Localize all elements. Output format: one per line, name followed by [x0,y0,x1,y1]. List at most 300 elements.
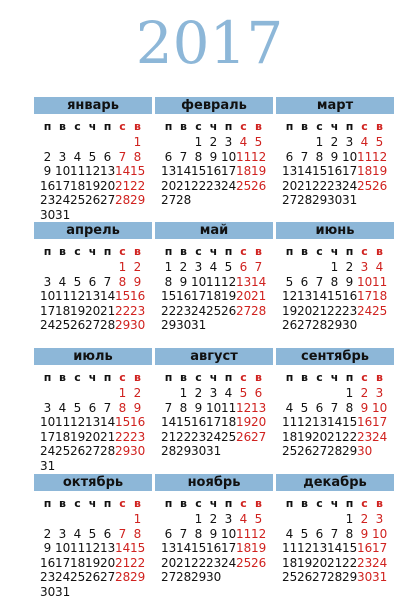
day-cell: 9 [209,149,218,164]
weekday-label: ч [209,371,218,384]
day-cell: 16 [130,415,146,429]
day-cell: 19 [251,541,267,555]
week-row [155,179,273,194]
weekday-label: в [180,120,187,133]
weekday-label: п [224,497,233,510]
weekday-label: с [361,120,368,133]
week-row [276,512,394,527]
day-cell: 20 [161,178,177,193]
day-cell: 11 [372,274,388,289]
month-block [155,348,273,459]
weekday-label: с [240,245,247,258]
day-cell: 2 [179,260,188,274]
weekday-label: в [59,371,66,384]
weekday-label: в [59,120,66,133]
day-cell: 31 [206,444,222,458]
day-cell: 29 [130,570,146,584]
empty-cell [221,570,236,585]
day-cell: 13 [312,415,328,429]
day-cell: 17 [372,415,388,429]
day-cell: 9 [43,541,52,555]
empty-cell [236,193,251,208]
empty-cell [70,260,85,275]
day-cell: 17 [221,541,237,555]
day-cell: 14 [100,415,116,429]
day-cell: 13 [161,541,177,555]
day-cell: 20 [100,178,116,193]
empty-cell [251,193,266,208]
day-cell: 13 [100,164,116,178]
day-cell: 4 [58,400,67,415]
month-name: май [155,222,273,239]
day-cell: 12 [85,164,101,178]
day-cell: 20 [312,429,328,444]
empty-cell [236,570,251,585]
day-cell: 17 [221,164,237,178]
day-cell: 19 [70,429,86,444]
weekday-label: в [134,497,141,510]
day-cell: 4 [73,526,82,541]
day-cell: 23 [327,178,343,193]
week-row [155,260,273,275]
empty-cell [85,208,100,223]
day-cell: 7 [300,149,309,164]
day-cell: 31 [55,207,71,222]
day-cell: 13 [282,164,298,178]
day-cell: 27 [85,444,101,458]
empty-cell [100,260,115,275]
day-cell: 11 [55,415,71,429]
week-row [34,150,152,165]
month-block [276,222,394,333]
week-row [276,164,394,179]
week-row [34,208,152,223]
week-row [276,304,394,319]
weekday-label: в [301,120,308,133]
weekday-label: ч [88,497,97,510]
weekday-label: п [103,120,112,133]
empty-cell [206,193,221,208]
day-cell: 21 [327,429,343,444]
day-cell: 6 [239,260,248,274]
empty-cell [55,512,70,527]
weekday-label: п [43,497,52,510]
day-cell: 27 [251,429,267,444]
empty-cell [312,260,327,275]
empty-cell [40,512,55,527]
day-cell: 12 [221,274,237,289]
day-cell: 18 [236,541,252,555]
day-cell: 4 [224,386,233,400]
day-cell: 25 [357,178,373,193]
day-cell: 24 [55,570,71,584]
week-row [276,135,394,150]
day-cell: 25 [372,303,388,318]
weekday-label: в [134,245,141,258]
empty-cell [55,459,70,474]
day-cell: 20 [297,303,313,318]
day-cell: 24 [40,444,56,458]
day-cell: 3 [58,526,67,541]
day-cell: 12 [251,149,267,164]
day-cell: 12 [282,289,298,303]
day-cell: 24 [342,178,358,193]
empty-cell [130,208,145,223]
day-cell: 5 [88,526,97,541]
day-cell: 4 [360,135,369,149]
day-cell: 4 [58,274,67,289]
day-cell: 1 [330,260,339,274]
day-cell: 27 [100,570,116,584]
day-cell: 6 [315,400,324,415]
day-cell: 12 [297,415,313,429]
day-cell: 28 [297,193,313,207]
day-cell: 25 [206,303,222,318]
day-cell: 28 [100,318,116,332]
day-cell: 14 [251,274,267,289]
day-cell: 1 [118,260,127,274]
day-cell: 28 [115,570,131,584]
week-row [34,275,152,290]
weekday-label: п [285,497,294,510]
day-cell: 25 [70,193,86,207]
day-cell: 9 [43,164,52,178]
day-cell: 7 [330,526,339,541]
weekday-header [34,119,152,135]
weekday-label: п [164,497,173,510]
day-cell: 19 [251,164,267,178]
weekday-header [276,496,394,512]
day-cell: 2 [345,260,354,274]
day-cell: 5 [239,386,248,400]
day-cell: 11 [70,164,86,178]
day-cell: 5 [73,400,82,415]
weekday-label: п [103,497,112,510]
day-cell: 9 [360,400,369,415]
day-cell: 23 [191,429,207,444]
week-row [276,193,394,208]
weekday-label: ч [330,245,339,258]
day-cell: 11 [236,149,252,164]
day-cell: 15 [176,415,192,429]
day-cell: 12 [297,541,313,555]
day-cell: 8 [133,526,142,541]
empty-cell [130,585,145,600]
empty-cell [297,260,312,275]
empty-cell [297,135,312,150]
weekday-label: п [285,371,294,384]
weekday-header [155,119,273,135]
day-cell: 20 [85,429,101,444]
weekday-label: ч [330,371,339,384]
week-row [34,164,152,179]
day-cell: 11 [357,149,373,164]
weekday-label: в [255,497,262,510]
day-cell: 30 [342,318,358,332]
day-cell: 3 [43,274,52,289]
day-cell: 9 [133,400,142,415]
empty-cell [70,208,85,223]
day-cell: 8 [118,400,127,415]
month-block [34,222,152,333]
day-cell: 10 [342,149,358,164]
day-cell: 29 [115,318,131,332]
day-cell: 23 [206,555,222,570]
empty-cell [115,459,130,474]
day-cell: 8 [330,274,339,289]
day-cell: 22 [161,303,177,318]
empty-cell [55,386,70,401]
week-row [34,193,152,208]
day-cell: 21 [327,555,343,570]
day-cell: 26 [85,570,101,584]
day-cell: 10 [40,289,56,303]
day-cell: 22 [342,429,358,444]
empty-cell [236,318,251,333]
day-cell: 29 [342,570,358,584]
day-cell: 29 [130,193,146,207]
day-cell: 17 [342,164,358,178]
weekday-label: п [164,371,173,384]
day-cell: 1 [194,512,203,526]
weekday-label: в [301,497,308,510]
empty-cell [327,386,342,401]
empty-cell [161,386,176,401]
weekday-label: п [285,120,294,133]
week-row [34,415,152,430]
month-block [34,97,152,222]
empty-cell [251,570,266,585]
day-cell: 10 [357,274,373,289]
day-cell: 19 [85,555,101,570]
day-cell: 29 [191,570,207,584]
day-cell: 11 [221,400,237,415]
day-cell: 7 [118,149,127,164]
week-row [276,179,394,194]
weekday-label: в [180,245,187,258]
week-row [155,193,273,208]
day-cell: 4 [285,400,294,415]
day-cell: 6 [254,386,263,400]
day-cell: 15 [161,289,177,303]
empty-cell [100,512,115,527]
empty-cell [100,459,115,474]
weekday-label: с [240,497,247,510]
day-cell: 10 [372,400,388,415]
empty-cell [312,386,327,401]
day-cell: 19 [85,178,101,193]
day-cell: 26 [282,318,298,332]
weekday-label: ч [209,245,218,258]
weekday-label: в [134,371,141,384]
month-name: март [276,97,394,114]
day-cell: 2 [133,260,142,274]
day-cell: 4 [285,526,294,541]
day-cell: 26 [236,429,252,444]
week-row [155,430,273,445]
week-row [34,570,152,585]
day-cell: 3 [360,260,369,274]
day-cell: 5 [88,149,97,164]
day-cell: 19 [282,303,298,318]
week-row [276,386,394,401]
day-cell: 6 [103,149,112,164]
week-row [155,318,273,333]
day-cell: 24 [372,555,388,570]
day-cell: 23 [40,570,56,584]
day-cell: 11 [70,541,86,555]
day-cell: 13 [100,541,116,555]
day-cell: 21 [115,178,131,193]
day-cell: 13 [161,164,177,178]
weekday-label: с [361,497,368,510]
day-cell: 6 [88,400,97,415]
day-cell: 1 [345,512,354,526]
day-cell: 2 [194,386,203,400]
day-cell: 16 [206,541,222,555]
month-name: февраль [155,97,273,114]
empty-cell [236,444,251,459]
day-cell: 2 [360,386,369,400]
day-cell: 14 [115,541,131,555]
day-cell: 10 [221,526,237,541]
day-cell: 1 [179,386,188,400]
day-cell: 16 [206,164,222,178]
week-row [276,570,394,585]
weekday-label: ч [330,497,339,510]
week-row [34,541,152,556]
weekday-label: ч [209,120,218,133]
week-row [34,386,152,401]
day-cell: 24 [206,429,222,444]
day-cell: 10 [206,400,222,415]
day-cell: 5 [300,526,309,541]
week-row [276,444,394,459]
weekday-header [34,244,152,260]
day-cell: 15 [191,164,207,178]
day-cell: 7 [164,400,173,415]
month-block [34,348,152,473]
week-row [276,318,394,333]
empty-cell [176,135,191,150]
day-cell: 16 [191,415,207,429]
day-cell: 16 [327,164,343,178]
day-cell: 30 [206,570,222,584]
weekday-label: ч [88,120,97,133]
day-cell: 16 [130,289,146,303]
day-cell: 30 [357,444,373,458]
week-row [276,275,394,290]
day-cell: 9 [179,274,188,289]
day-cell: 1 [315,135,324,149]
weekday-label: в [180,371,187,384]
week-row [155,444,273,459]
day-cell: 21 [115,555,131,570]
day-cell: 30 [357,570,373,584]
day-cell: 1 [345,386,354,400]
day-cell: 18 [206,289,222,303]
day-cell: 2 [330,135,339,149]
day-cell: 26 [251,178,267,193]
month-name: ноябрь [155,474,273,491]
day-cell: 20 [312,555,328,570]
weekday-label: в [59,245,66,258]
day-cell: 13 [251,400,267,415]
weekday-label: в [301,371,308,384]
day-cell: 16 [342,289,358,303]
week-row [276,415,394,430]
weekday-label: ч [88,245,97,258]
week-row [155,541,273,556]
day-cell: 1 [164,260,173,274]
month-name: сентябрь [276,348,394,365]
day-cell: 27 [297,318,313,332]
day-cell: 17 [40,429,56,444]
empty-cell [100,585,115,600]
day-cell: 15 [130,164,146,178]
day-cell: 28 [312,318,328,332]
weekday-label: п [43,245,52,258]
day-cell: 7 [179,526,188,541]
day-cell: 27 [161,193,177,207]
weekday-label: п [103,371,112,384]
week-row [34,556,152,571]
day-cell: 23 [206,178,222,193]
day-cell: 22 [115,303,131,318]
week-row [155,135,273,150]
day-cell: 28 [327,444,343,458]
weekday-label: п [103,245,112,258]
empty-cell [100,208,115,223]
weekday-label: п [345,245,354,258]
day-cell: 22 [115,429,131,444]
day-cell: 14 [312,289,328,303]
day-cell: 29 [327,318,343,332]
week-row [34,289,152,304]
weekday-label: п [43,371,52,384]
weekday-label: с [74,371,81,384]
day-cell: 11 [282,415,298,429]
day-cell: 8 [164,274,173,289]
empty-cell [191,193,206,208]
day-cell: 5 [300,400,309,415]
empty-cell [70,512,85,527]
empty-cell [100,135,115,150]
day-cell: 23 [40,193,56,207]
day-cell: 14 [176,164,192,178]
day-cell: 26 [251,555,267,570]
day-cell: 5 [375,135,384,149]
day-cell: 13 [312,541,328,555]
empty-cell [161,135,176,150]
day-cell: 4 [375,260,384,274]
day-cell: 3 [209,386,218,400]
day-cell: 27 [236,303,252,318]
empty-cell [282,512,297,527]
day-cell: 18 [357,164,373,178]
day-cell: 16 [176,289,192,303]
day-cell: 16 [357,541,373,555]
day-cell: 2 [43,526,52,541]
weekday-label: п [224,245,233,258]
day-cell: 25 [282,444,298,458]
day-cell: 22 [191,555,207,570]
weekday-label: п [43,120,52,133]
day-cell: 18 [282,429,298,444]
day-cell: 7 [179,149,188,164]
day-cell: 8 [315,149,324,164]
weekday-label: с [195,497,202,510]
